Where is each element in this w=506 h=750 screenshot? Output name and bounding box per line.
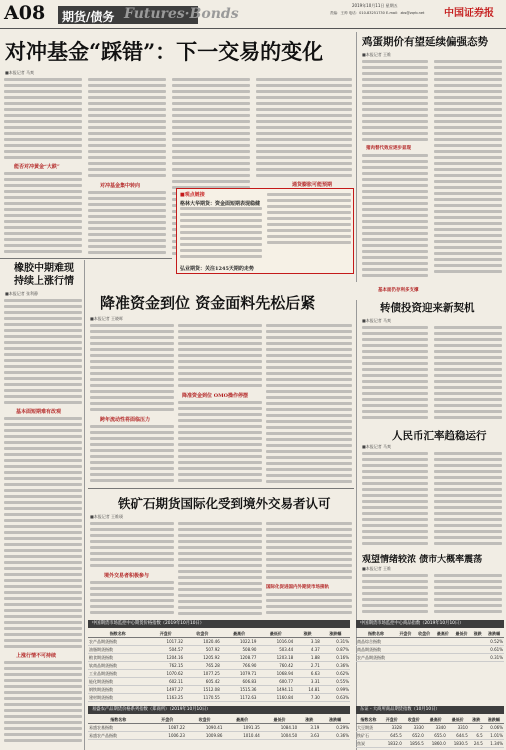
table-cell: [434, 638, 453, 646]
table-bottom-right: [356, 716, 504, 748]
table-cell: 0.55%: [321, 678, 350, 686]
table-cell: 0.06%: [484, 724, 504, 732]
table-row: [88, 638, 350, 646]
table-cell: 3.31: [294, 678, 321, 686]
table-cell: 0.87%: [321, 646, 350, 654]
subhead-hedge-1: 能否对冲黄金“大跌”: [14, 164, 60, 170]
table-cell: 644.5: [447, 732, 469, 740]
table-cell: 1203.18: [257, 654, 294, 662]
byline-funds: ■本报记者 王晓晖: [90, 316, 124, 321]
table-cell: 1004.50: [261, 732, 298, 740]
subhead-eggs-1: 猪肉替代效应逐步显现: [366, 146, 411, 151]
section-title-en: Futures·Bonds: [124, 6, 239, 22]
table-cell: [396, 638, 415, 646]
table-cell: 3.18: [294, 638, 321, 646]
eggs-rule: [356, 32, 357, 282]
table-header-cell: 涨跌幅: [484, 716, 504, 724]
table-left: [88, 630, 350, 702]
table-cell: [415, 654, 434, 662]
divider-1: [0, 258, 172, 259]
table-cell: 农产品期货指数: [88, 638, 147, 646]
table-cell: [471, 654, 484, 662]
table-cell: 1497.27: [147, 686, 184, 694]
table-cell: 铁矿石: [356, 732, 381, 740]
table-header-cell: 涨跌幅: [320, 716, 350, 724]
table-cell: 1163.25: [147, 694, 184, 702]
table-row: [88, 724, 350, 732]
byline-rmb: ■本报记者 马爽: [362, 444, 392, 449]
hedge-col-2: [88, 78, 166, 256]
table-cell: 1204.16: [147, 654, 184, 662]
byline-crude: ■本报记者 王维: [362, 566, 392, 571]
table-row: [88, 732, 350, 740]
subhead-funds-1: 跨年流动性将面临压力: [100, 417, 151, 423]
hedge-col-4: [256, 78, 352, 178]
funds-col-1: [90, 324, 174, 484]
crude-col-2: [434, 574, 502, 618]
table-cell: 1091.35: [223, 724, 260, 732]
table-row: [88, 694, 350, 702]
table-header-cell: 开盘价: [149, 716, 186, 724]
table-cell: 0.62%: [321, 670, 350, 678]
iron-col-3: [266, 522, 352, 616]
table-cell: 3340: [425, 724, 447, 732]
table-cell: 1494.11: [257, 686, 294, 694]
table-cell: 软商品期货指数: [88, 662, 147, 670]
viewpoint-title-2: 弘业期货：关注1245天期的走势: [180, 266, 254, 272]
table-header-cell: 涨跌幅: [484, 630, 504, 638]
table-header-cell: 最高价: [223, 716, 260, 724]
table-cell: 2: [469, 724, 484, 732]
table-cell: 工业品期货指数: [88, 670, 147, 678]
table-header-cell: 最高价: [425, 716, 447, 724]
table-header-cell: 最低价: [452, 630, 471, 638]
table-cell: [471, 646, 484, 654]
table-cell: [415, 646, 434, 654]
table-header-cell: 收盘价: [403, 716, 425, 724]
table-cell: 0.16%: [321, 654, 350, 662]
table-cell: 1017.32: [147, 638, 184, 646]
table-header-cell: 最低价: [261, 716, 298, 724]
byline-iron: ■本报记者 王维瑛: [90, 514, 124, 519]
table-right-title: 中国期货市场监控中心商品指数（2019年10月10日）: [356, 620, 504, 628]
table-cell: 504.57: [147, 646, 184, 654]
table-header-cell: 最高价: [221, 630, 258, 638]
table-cell: 1.88: [294, 654, 321, 662]
table-cell: 765.28: [184, 662, 221, 670]
table-cell: 1016.04: [257, 638, 294, 646]
table-cell: [415, 638, 434, 646]
table-cell: 1515.36: [221, 686, 258, 694]
table-row: [88, 678, 350, 686]
table-cell: 1860.0: [425, 740, 447, 748]
table-row: [88, 646, 350, 654]
table-header-cell: 最低价: [447, 716, 469, 724]
table-cell: [434, 646, 453, 654]
viewpoint-box: [176, 188, 354, 274]
table-cell: 1208.77: [221, 654, 258, 662]
table-cell: 1830.5: [447, 740, 469, 748]
masthead-rule: [0, 28, 506, 29]
headline-iron: 铁矿石期货国际化受到境外交易者认可: [118, 496, 331, 511]
table-cell: 600.77: [257, 678, 294, 686]
table-cell: 508.90: [221, 646, 258, 654]
table-cell: 24.5: [469, 740, 484, 748]
dateline: 2019年10月11日 星期五: [352, 3, 398, 8]
iron-col-2: [178, 522, 262, 616]
section-title: 期货/债务: [62, 10, 115, 24]
table-left-title: 中国期货市场监控中心期货价格指数（2019年10月10日）: [88, 620, 350, 628]
table-header-cell: 涨跌幅: [321, 630, 350, 638]
table-cell: 1832.0: [381, 740, 403, 748]
funds-col-2: [178, 324, 262, 484]
table-cell: 1090.41: [186, 724, 223, 732]
viewpoint-title-1: 格林大华期货：资金面短期表现稳健: [180, 201, 261, 207]
tables-area: [88, 620, 504, 748]
table-cell: 4.37: [294, 646, 321, 654]
table-header-cell: 收盘价: [415, 630, 434, 638]
table-cell: 3.19: [298, 724, 320, 732]
hedge-col-1: [4, 78, 82, 256]
table-row: [88, 686, 350, 694]
table-cell: 0.36%: [321, 662, 350, 670]
rmb-col-1: [362, 452, 428, 548]
table-cell: 1084.10: [261, 724, 298, 732]
table-cell: 766.90: [221, 662, 258, 670]
headline-funds: 降准资金到位 资金面料先松后紧: [100, 294, 316, 312]
table-cell: 1070.62: [147, 670, 184, 678]
table-cell: 3.63: [298, 732, 320, 740]
subhead-hedge-3: 通货膨胀可能预期: [292, 182, 333, 188]
table-cell: 7.30: [294, 694, 321, 702]
table-header-cell: 开盘价: [381, 716, 403, 724]
section-banner: [58, 6, 239, 24]
table-cell: 油脂期货指数: [88, 646, 147, 654]
headline-rmb: 人民币汇率趋稳运行: [392, 430, 487, 442]
paper-logo: 中国证券报: [444, 8, 494, 19]
table-cell: 652.0: [403, 732, 425, 740]
table-row: [356, 732, 504, 740]
subhead-funds-2: 降准资金到位 OMO操作停摆: [182, 393, 248, 399]
table-cell: 1020.46: [184, 638, 221, 646]
table-header-cell: 指数名称: [356, 716, 381, 724]
table-header-cell: 涨跌: [469, 716, 484, 724]
table-header-cell: 收盘价: [184, 630, 221, 638]
table-header-cell: 收盘价: [186, 716, 223, 724]
subhead-hedge-2: 对冲基金集中转向: [100, 183, 141, 189]
table-cell: 粮食期货指数: [88, 654, 147, 662]
headline-crude: 观望情绪较浓 债市大概率震荡: [362, 555, 483, 565]
table-cell: 0.63%: [321, 694, 350, 702]
headline-rubber: 橡胶中期难现 持续上涨行情: [14, 263, 74, 287]
table-cell: 503.44: [257, 646, 294, 654]
table-cell: 655.0: [425, 732, 447, 740]
table-row: [88, 662, 350, 670]
headline-convertible: 转债投资迎来新契机: [380, 302, 475, 314]
table-row: [356, 646, 504, 654]
table-cell: 762.15: [147, 662, 184, 670]
table-cell: 1160.84: [257, 694, 294, 702]
divider-2: [88, 488, 354, 489]
table-header-cell: 涨跌: [298, 716, 320, 724]
masthead: [0, 0, 506, 30]
table-header-cell: 开盘价: [396, 630, 415, 638]
subhead-eggs-2: 基本面仍存利多支撑: [378, 288, 419, 293]
convertible-col-2: [434, 326, 502, 422]
table-cell: 1079.71: [221, 670, 258, 678]
table-row: [88, 670, 350, 678]
table-cell: 1856.5: [403, 740, 425, 748]
table-cell: 1205.92: [184, 654, 221, 662]
table-cell: 6.63: [294, 670, 321, 678]
table-cell: 2.71: [294, 662, 321, 670]
viewpoint-label: ■观点链接: [180, 192, 205, 198]
byline-convertible: ■本报记者 马爽: [362, 318, 392, 323]
table-cell: 1077.25: [184, 670, 221, 678]
table-cell: 易盛农基指数: [88, 724, 149, 732]
table-cell: 农产品期货指数: [356, 654, 396, 662]
table-cell: [396, 646, 415, 654]
table-cell: 1.01%: [484, 732, 504, 740]
table-header-cell: 涨跌: [294, 630, 321, 638]
table-cell: 1006.23: [149, 732, 186, 740]
table-cell: 易盛农产品指数: [88, 732, 149, 740]
table-row: [356, 638, 504, 646]
table-cell: 0.31%: [321, 638, 350, 646]
table-cell: 760.42: [257, 662, 294, 670]
table-cell: 3330: [403, 724, 425, 732]
table-header-cell: 指数名称: [88, 716, 149, 724]
table-cell: 商品期货指数: [356, 646, 396, 654]
table-cell: 606.83: [221, 678, 258, 686]
table-cell: 钢铁期货指数: [88, 686, 147, 694]
table-cell: 14.81: [294, 686, 321, 694]
table-cell: 507.92: [184, 646, 221, 654]
table-cell: 3328: [381, 724, 403, 732]
table-cell: 能化期货指数: [88, 678, 147, 686]
table-header-cell: 指数名称: [88, 630, 147, 638]
table-cell: 1.34%: [484, 740, 504, 748]
eggs-col-2: [434, 60, 502, 280]
table-header-cell: 最低价: [257, 630, 294, 638]
table-cell: 1068.94: [257, 670, 294, 678]
table-cell: 605.42: [184, 678, 221, 686]
table-cell: [396, 654, 415, 662]
table-row: [88, 654, 350, 662]
table-cell: 0.36%: [320, 732, 350, 740]
table-cell: 焦炭: [356, 740, 381, 748]
page-code: A08: [4, 2, 46, 24]
table-cell: [452, 654, 471, 662]
table-bottom-left: [88, 716, 350, 740]
editor-line: 责编：王帅 电话：010-83251730 E-mail：zbs@zqrb.net: [330, 11, 425, 15]
headline-eggs: 鸡蛋期价有望延续偏强态势: [362, 36, 488, 48]
table-footer-right: 东证 - 大商所商品期货指数（10月10日）: [356, 706, 504, 714]
table-cell: 1010.44: [223, 732, 260, 740]
table-cell: [452, 638, 471, 646]
table-cell: 1172.63: [221, 694, 258, 702]
table-cell: [452, 646, 471, 654]
table-right: [356, 630, 504, 662]
table-cell: [471, 638, 484, 646]
table-cell: 645.5: [381, 732, 403, 740]
rmb-col-2: [434, 452, 502, 548]
table-cell: 建材期货指数: [88, 694, 147, 702]
table-cell: 6.5: [469, 732, 484, 740]
table-cell: 0.31%: [484, 654, 504, 662]
crude-col-1: [362, 574, 428, 618]
rubber-rule: [84, 260, 85, 750]
table-cell: 1170.55: [184, 694, 221, 702]
table-cell: 0.61%: [484, 646, 504, 654]
table-cell: 0.99%: [321, 686, 350, 694]
table-footer-left: 易盛农产品期货价格系列指数（郑商所）（2019年10月10日）: [88, 706, 350, 714]
byline-rubber: ■本报记者 张利静: [5, 291, 39, 296]
table-header-cell: 涨跌: [471, 630, 484, 638]
table-header-cell: 指数名称: [356, 630, 396, 638]
byline-hedge: ■本报记者 马爽: [5, 70, 35, 75]
table-cell: 1512.08: [184, 686, 221, 694]
subhead-rubber-2: 上涨行情不可持续: [16, 653, 57, 659]
table-cell: 1009.86: [186, 732, 223, 740]
table-cell: 602.11: [147, 678, 184, 686]
iron-col-1: [90, 522, 174, 616]
table-row: [356, 740, 504, 748]
table-cell: 商品综合指数: [356, 638, 396, 646]
table-cell: 1087.22: [149, 724, 186, 732]
subhead-rubber-1: 基本面短期难有改观: [16, 409, 62, 415]
table-row: [356, 654, 504, 662]
table-row: [356, 724, 504, 732]
subhead-iron-1: 境外交易者积极参与: [104, 573, 150, 579]
table-header-cell: 最高价: [434, 630, 453, 638]
table-cell: 0.29%: [320, 724, 350, 732]
eggs-col-1: [362, 60, 428, 280]
subhead-iron-2: 国际化促进国内外期货市场接轨: [266, 585, 329, 590]
convertible-col-1: [362, 326, 428, 422]
table-cell: 0.52%: [484, 638, 504, 646]
table-header-cell: 开盘价: [147, 630, 184, 638]
table-cell: [434, 654, 453, 662]
headline-hedge: 对冲基金“踩错”：下一交易的变化: [5, 39, 324, 64]
table-cell: 1022.19: [221, 638, 258, 646]
table-cell: 大豆期货: [356, 724, 381, 732]
funds-col-3: [266, 324, 352, 484]
byline-eggs: ■本报记者 王维: [362, 52, 392, 57]
rubber-col: [4, 299, 82, 747]
table-cell: 3310: [447, 724, 469, 732]
